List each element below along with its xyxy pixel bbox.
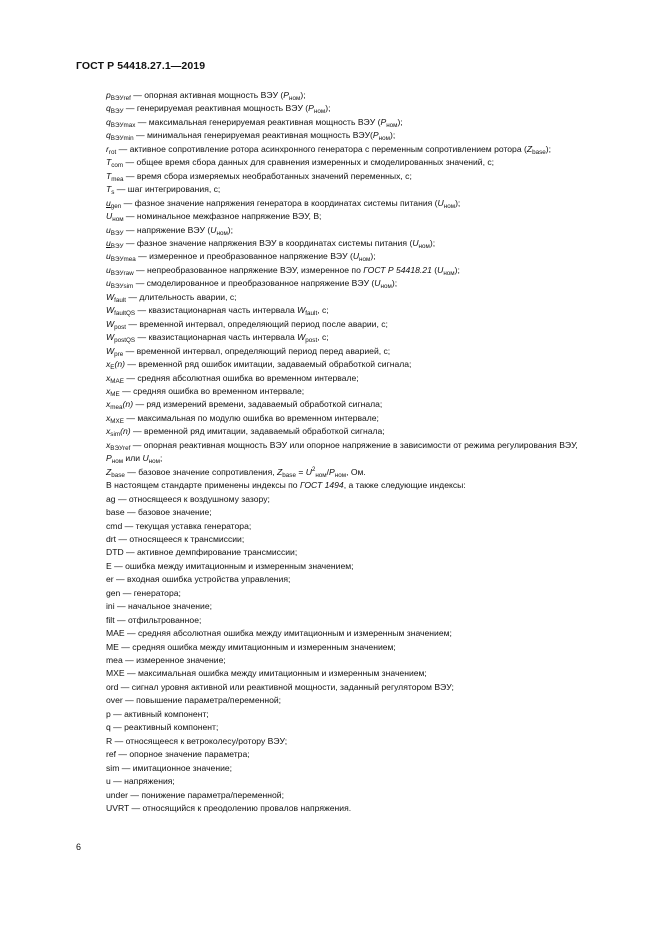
index-item: ini — начальное значение; [106, 601, 212, 612]
document-header: ГОСТ Р 54418.27.1—2019 [76, 60, 206, 72]
definition-line: $x_{ВЭУref}$ — опорная реактивная мощность ВЭУ или опорное напряжение в зависимости от режима регулирования ВЭУ, $P_{ном}$ или $U_{ном}$; [106, 439, 578, 466]
definition-line: $u_{ВЭУsim}$ — смоделированное и преобразованное напряжение ВЭУ $(U_{ном})$; [106, 278, 398, 291]
index-item: u — напряжения; [106, 776, 175, 787]
definition-line: $x_{ME}$ — средняя ошибка во временном интервале; [106, 385, 305, 398]
index-item: UVRT — относящийся к преодолению провалов напряжения. [106, 803, 352, 814]
index-item: filt — отфильтрованное; [106, 614, 202, 625]
index-item: ag — относящееся к воздушному зазору; [106, 493, 270, 504]
page-number: 6 [76, 842, 82, 852]
definition-line: $x_{mea}(n)$ — ряд измерений времени, задаваемый обработкой сигнала; [106, 399, 383, 412]
definition-line: $r_{rot}$ — активное сопротивление ротора асинхронного генератора с переменным сопротивлением ротора $(Z_{base})$; [106, 143, 552, 156]
definition-line: $q_{ВЭУmin}$ — минимальная генерируемая реактивная мощность $ВЭУ(P_{ном})$; [106, 130, 396, 143]
definition-line: $T_{mea}$ — время сбора измеряемых необработанных значений переменных, с; [106, 170, 412, 183]
definition-line: $u_{gen}$ — фазное значение напряжения генератора в координатах системы питания $(U_{ном})$; [106, 197, 461, 210]
index-item: ME — средняя ошибка между имитационным и измеренным значением; [106, 641, 396, 652]
index-item: DTD — активное демпфирование трансмиссии; [106, 547, 298, 558]
definition-line: $x_{sim}(n)$ — временной ряд имитации, задаваемый обработкой сигнала; [106, 426, 385, 439]
index-item: sim — имитационное значение; [106, 762, 233, 773]
definition-line: $W_{fault}$ — длительность аварии, с; [106, 291, 237, 304]
definition-line: $u_{ВЭУ}$ — напряжение ВЭУ $(U_{ном})$; [106, 224, 234, 237]
index-item: base — базовое значение; [106, 507, 212, 518]
index-item: mea — измеренное значение; [106, 655, 226, 666]
definition-line: $q_{ВЭУ}$ — генерируемая реактивная мощность ВЭУ $(P_{ном})$; [106, 103, 331, 116]
definition-line: $q_{ВЭУmax}$ — максимальная генерируемая реактивная мощность ВЭУ $(P_{ном})$; [106, 116, 403, 129]
index-item: gen — генератора; [106, 587, 181, 598]
definition-line: $u_{ВЭУ}$ — фазное значение напряжения ВЭУ в координатах системы питания $(U_{ном})$; [106, 237, 436, 250]
definition-line: $x_E(n)$ — временной ряд ошибок имитации, задаваемый обработкой сигнала; [106, 359, 412, 372]
index-item: ord — сигнал уровня активной или реактивной мощности, заданный регулятором ВЭУ; [106, 681, 454, 692]
definition-line: $u_{ВЭУmea}$ — измеренное и преобразованное напряжение ВЭУ $(U_{ном})$; [106, 251, 376, 264]
definition-line: $T_{com}$ — общее время сбора данных для сравнения измеренных и смоделированных значений, с; [106, 157, 495, 170]
document-body [76, 89, 590, 815]
index-item: E — ошибка между имитационным и измеренным значением; [106, 560, 354, 571]
definition-line: $x_{MXE}$ — максимальная по модулю ошибка во временном интервале; [106, 412, 379, 425]
definition-line: $u_{ВЭУraw}$ — непреобразованное напряжение ВЭУ, измеренное по ГОСТ Р 54418.21 $(U_{ном})$; [106, 264, 460, 277]
definition-line: $Z_{base}$ — базовое значение сопротивления, $Z_{base} = U^2_{ном}/P_{ном}$, Ом. [106, 466, 366, 479]
standard-reference: ГОСТ Р 54418.21 [363, 264, 432, 275]
index-item: R — относящееся к ветроколесу/ротору ВЭУ; [106, 735, 288, 746]
index-item: drt — относящееся к трансмиссии; [106, 533, 245, 544]
index-item: under — понижение параметра/переменной; [106, 789, 284, 800]
definition-line: $x_{MAE}$ — средняя абсолютная ошибка во временном интервале; [106, 372, 359, 385]
index-item: MXE — максимальная ошибка между имитационным и измеренным значением; [106, 668, 427, 679]
index-item: ref — опорное значение параметра; [106, 749, 250, 760]
definition-line: $p_{ВЭУref}$ — опорная активная мощность ВЭУ $(P_{ном})$; [106, 90, 306, 102]
definition-line: $U_{ном}$ — номинальное межфазное напряжение ВЭУ, В; [106, 211, 322, 224]
index-item: over — повышение параметра/переменной; [106, 695, 282, 706]
definition-line: $W_{pre}$ — временной интервал, определяющий период перед аварией, с; [106, 345, 391, 358]
index-item: er — входная ошибка устройства управления; [106, 574, 291, 585]
definition-line: $W_{faultQS}$ — квазистационарная часть интервала $W_{fault}$, с; [106, 305, 329, 318]
index-item: cmd — текущая уставка генератора; [106, 520, 252, 531]
indices-intro: В настоящем стандарте применены индексы по ГОСТ 1494, а также следующие индексы: [106, 480, 466, 491]
index-item: p — активный компонент; [106, 708, 209, 719]
index-item: q — реактивный компонент; [106, 722, 219, 733]
index-item: MAE — средняя абсолютная ошибка между имитационным и измеренным значением; [106, 628, 452, 639]
definition-line: $W_{postQS}$ — квазистационарная часть интервала $W_{post}$, с; [106, 332, 329, 345]
standard-reference: ГОСТ 1494 [299, 480, 344, 491]
definition-line: $T_s$ — шаг интегрирования, с; [106, 184, 221, 197]
definition-line: $W_{post}$ — временной интервал, определяющий период после аварии, с; [106, 318, 388, 331]
